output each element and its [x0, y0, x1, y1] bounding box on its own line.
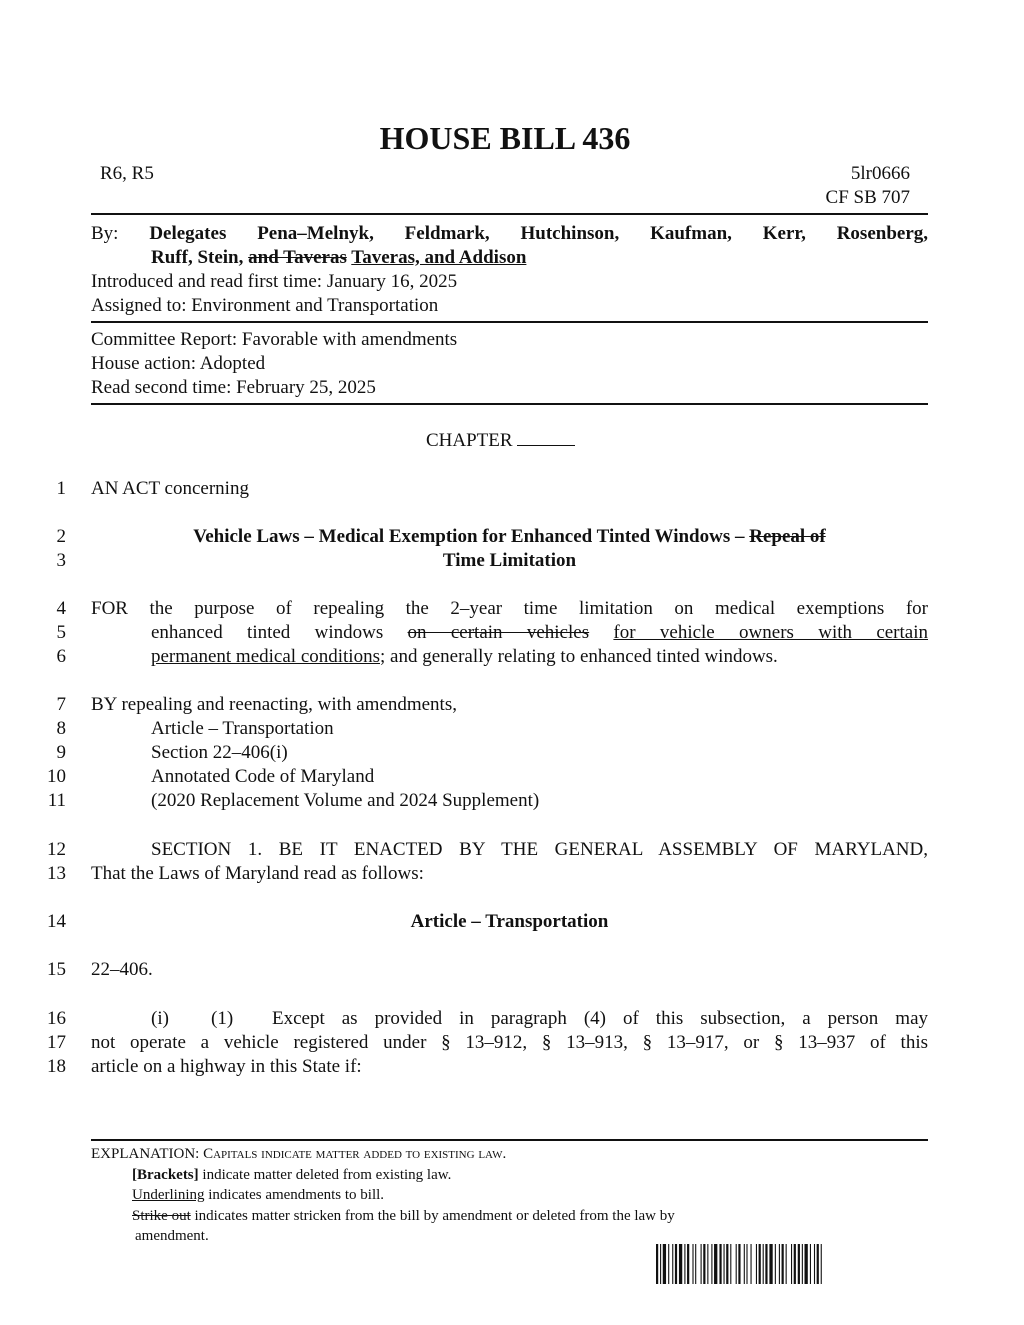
volume-ref: (2020 Replacement Volume and 2024 Supplement) [151, 790, 540, 811]
brackets-word: [Brackets] [132, 1167, 199, 1183]
sponsor-rule [91, 321, 928, 323]
code-ref: Annotated Code of Maryland [151, 766, 375, 787]
barcode-bar [668, 1244, 669, 1284]
file-number: 5lr0666 [850, 163, 910, 184]
barcode [656, 1244, 906, 1284]
paragraph-1: (1) [211, 1008, 234, 1029]
chapter-line [426, 428, 575, 453]
barcode-bar [769, 1244, 772, 1284]
line-number: 18 [47, 1056, 66, 1077]
para-text2: not operate a vehicle registered under § 13–912, § 13–913, § 13–917, or § 13–937 of this [91, 1032, 928, 1053]
barcode-bar [746, 1244, 747, 1284]
line-number: 10 [47, 766, 66, 787]
brackets-rest: indicate matter deleted from existing law. [202, 1167, 452, 1183]
strike-rest: indicates matter stricken from the bill by amendment or deleted from the law by [194, 1208, 675, 1224]
enacting-text: SECTION 1. BE IT ENACTED BY THE GENERAL ASSEMBLY OF MARYLAND, [151, 839, 928, 860]
barcode-bar [730, 1244, 731, 1284]
barcode-bar [791, 1244, 792, 1284]
header-rule [91, 213, 928, 215]
introduced-date: Introduced and read first time: January 16, 2025 [91, 271, 458, 292]
purpose-line2 [151, 621, 928, 645]
committee-rule [91, 403, 928, 405]
line-number: 11 [47, 790, 66, 811]
enacting-line1 [151, 838, 928, 862]
enacting-line2: That the Laws of Maryland read as follows: [91, 863, 424, 884]
barcode-bar [817, 1244, 819, 1284]
explanation-brackets [132, 1165, 451, 1185]
second-reading: Read second time: February 25, 2025 [91, 377, 376, 398]
article-heading: Article – Transportation [410, 911, 609, 932]
sponsors-line2 [151, 246, 526, 270]
barcode-bar [821, 1244, 822, 1284]
barcode-bar [763, 1244, 764, 1284]
bill-subject-line2: Time Limitation [442, 550, 577, 571]
line-number: 9 [56, 742, 66, 763]
house-action: House action: Adopted [91, 353, 266, 374]
line-number: 17 [47, 1032, 66, 1053]
chapter-label: CHAPTER [426, 430, 513, 451]
act-concerning: AN ACT concerning [91, 478, 249, 499]
line-number: 8 [56, 718, 66, 739]
barcode-bar [765, 1244, 767, 1284]
purpose-line3 [151, 645, 778, 669]
explanation-underlining [132, 1185, 384, 1205]
line-number: 13 [47, 863, 66, 884]
line-number: 14 [47, 911, 66, 932]
barcode-bar [663, 1244, 666, 1284]
sponsors-added: Taveras, and Addison [351, 247, 527, 268]
barcode-bar [701, 1244, 702, 1284]
sponsors-names: Delegates Pena–Melnyk, Feldmark, Hutchinson, Kaufman, Kerr, Rosenberg, [149, 223, 929, 244]
bill-title: HOUSE BILL 436 [379, 120, 631, 156]
line-number: 1 [56, 478, 66, 499]
sponsors-struck: and Taveras [248, 247, 347, 268]
para-line2 [91, 1031, 928, 1055]
barcode-bar [736, 1244, 737, 1284]
barcode-bar [738, 1244, 740, 1284]
subject-struck: Repeal of [749, 526, 826, 547]
subject-codes: R6, R5 [100, 163, 154, 184]
line-number: 2 [56, 526, 66, 547]
para-line3: article on a highway in this State if: [91, 1056, 362, 1077]
purpose-tail: ; and generally relating to enhanced tinted windows. [379, 646, 778, 667]
line-number: 16 [47, 1008, 66, 1029]
barcode-bar [672, 1244, 673, 1284]
barcode-bar [751, 1244, 752, 1284]
barcode-bar [794, 1244, 796, 1284]
explanation-label: EXPLANATION: [91, 1146, 200, 1162]
barcode-bar [756, 1244, 757, 1284]
purpose-text1: FOR the purpose of repealing the 2–year time limitation on medical exemptions for [91, 598, 928, 619]
line-number: 12 [47, 839, 66, 860]
barcode-bar [810, 1244, 811, 1284]
underlining-word: Underlining [132, 1187, 205, 1203]
purpose-added: for vehicle owners with certain [613, 622, 929, 643]
barcode-bar [782, 1244, 784, 1284]
subject-text: Vehicle Laws – Medical Exemption for Enhanced Tinted Windows – [193, 526, 745, 547]
barcode-bar [707, 1244, 708, 1284]
explanation-capitals: Capitals indicate matter added to existing law. [203, 1146, 507, 1162]
barcode-bar [679, 1244, 682, 1284]
barcode-bar [814, 1244, 815, 1284]
barcode-bar [798, 1244, 800, 1284]
by-label: By: [91, 223, 119, 244]
section-ref: Section 22–406(i) [151, 742, 288, 763]
purpose-struck: on certain vehicles [407, 622, 590, 643]
line-number: 7 [56, 694, 66, 715]
line-number: 3 [56, 550, 66, 571]
purpose-line1 [91, 597, 928, 621]
barcode-bar [786, 1244, 787, 1284]
barcode-bar [703, 1244, 705, 1284]
by-repealing: BY repealing and reenacting, with amendments, [91, 694, 457, 715]
para-line1 [272, 1007, 928, 1031]
section-number: 22–406. [91, 959, 153, 980]
barcode-bar [802, 1244, 803, 1284]
strike-word: Strike out [132, 1208, 191, 1224]
barcode-bar [775, 1244, 776, 1284]
cross-file: CF SB 707 [825, 187, 910, 208]
purpose-plain: enhanced tinted windows [151, 622, 384, 643]
explanation-strike [132, 1206, 675, 1226]
committee-report: Committee Report: Favorable with amendments [91, 329, 458, 350]
barcode-bar [714, 1244, 717, 1284]
barcode-bar [695, 1244, 696, 1284]
chapter-blank [517, 428, 575, 446]
barcode-bar [660, 1244, 661, 1284]
barcode-bar [692, 1244, 693, 1284]
barcode-bar [687, 1244, 689, 1284]
barcode-bar [805, 1244, 808, 1284]
footer-rule [91, 1139, 928, 1141]
barcode-bar [759, 1244, 761, 1284]
line-number: 15 [47, 959, 66, 980]
barcode-bar [779, 1244, 780, 1284]
barcode-bar [675, 1244, 677, 1284]
bill-subject-line1 [91, 525, 928, 549]
barcode-bar [684, 1244, 685, 1284]
subsection-i: (i) [151, 1008, 169, 1029]
sponsors-line1 [91, 222, 928, 246]
line-number: 5 [56, 622, 66, 643]
line-number: 4 [56, 598, 66, 619]
sponsors-plain: Ruff, Stein, [151, 247, 244, 268]
barcode-bar [656, 1244, 658, 1284]
assigned-committee: Assigned to: Environment and Transportation [91, 295, 439, 316]
barcode-bar [724, 1244, 725, 1284]
line-number: 6 [56, 646, 66, 667]
barcode-bar [726, 1244, 728, 1284]
underlining-rest: indicates amendments to bill. [208, 1187, 385, 1203]
explanation-line1 [91, 1144, 506, 1164]
purpose-added-2: permanent medical conditions [151, 646, 380, 667]
barcode-bar [719, 1244, 721, 1284]
barcode-bar [744, 1244, 745, 1284]
barcode-bar [711, 1244, 712, 1284]
article-ref: Article – Transportation [151, 718, 334, 739]
explanation-strike-cont: amendment. [135, 1228, 209, 1244]
para-text1: Except as provided in paragraph (4) of this subsection, a person may [272, 1008, 928, 1029]
